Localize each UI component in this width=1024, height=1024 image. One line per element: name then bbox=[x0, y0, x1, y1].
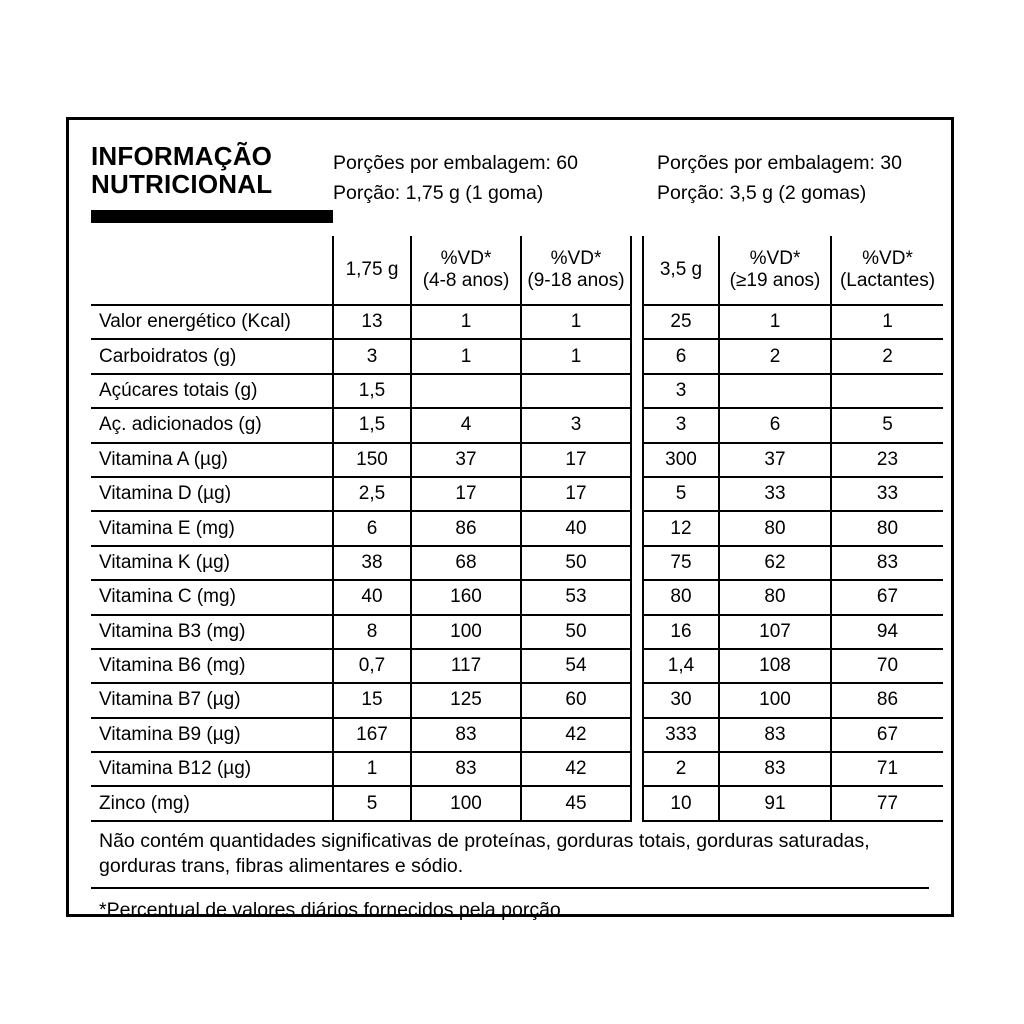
nutrition-label-panel bbox=[66, 117, 954, 921]
cell-vd-left-1: 86 bbox=[411, 511, 521, 545]
table-row bbox=[91, 477, 943, 511]
cell-amount-right: 5 bbox=[643, 477, 719, 511]
cell-amount-right: 12 bbox=[643, 511, 719, 545]
cell-vd-right-2 bbox=[831, 374, 943, 408]
cell-gap bbox=[631, 339, 643, 373]
servings-right-per-package: Porções por embalagem: 30 bbox=[657, 152, 902, 174]
cell-vd-left-1: 117 bbox=[411, 649, 521, 683]
cell-vd-left-2: 3 bbox=[521, 408, 631, 442]
table-row bbox=[91, 374, 943, 408]
cell-amount-left: 2,5 bbox=[333, 477, 411, 511]
cell-nutrient-name: Açúcares totais (g) bbox=[91, 374, 333, 408]
cell-vd-right-2: 2 bbox=[831, 339, 943, 373]
cell-vd-left-1: 68 bbox=[411, 546, 521, 580]
cell-amount-right: 75 bbox=[643, 546, 719, 580]
cell-nutrient-name: Aç. adicionados (g) bbox=[91, 408, 333, 442]
cell-vd-left-1: 83 bbox=[411, 752, 521, 786]
cell-vd-left-2: 1 bbox=[521, 339, 631, 373]
cell-vd-left-2: 42 bbox=[521, 718, 631, 752]
header-nutrient bbox=[91, 236, 333, 305]
cell-vd-right-2: 83 bbox=[831, 546, 943, 580]
cell-gap bbox=[631, 408, 643, 442]
cell-gap bbox=[631, 374, 643, 408]
header-vd-right-2-bottom: (Lactantes) bbox=[839, 270, 936, 291]
cell-gap bbox=[631, 752, 643, 786]
cell-vd-left-1: 160 bbox=[411, 580, 521, 614]
cell-gap bbox=[631, 649, 643, 683]
cell-nutrient-name: Vitamina D (µg) bbox=[91, 477, 333, 511]
cell-amount-right: 2 bbox=[643, 752, 719, 786]
cell-vd-right-2: 67 bbox=[831, 718, 943, 752]
title-underline-rule bbox=[91, 210, 333, 223]
cell-nutrient-name: Vitamina B7 (µg) bbox=[91, 683, 333, 717]
header-vd-right-1-bottom: (≥19 anos) bbox=[729, 270, 821, 291]
header-vd-left-2 bbox=[521, 236, 631, 305]
cell-gap bbox=[631, 546, 643, 580]
cell-amount-left: 0,7 bbox=[333, 649, 411, 683]
cell-vd-left-2: 40 bbox=[521, 511, 631, 545]
cell-vd-right-2: 33 bbox=[831, 477, 943, 511]
cell-vd-left-2: 54 bbox=[521, 649, 631, 683]
cell-amount-right: 30 bbox=[643, 683, 719, 717]
cell-gap bbox=[631, 786, 643, 820]
cell-vd-right-1: 80 bbox=[719, 580, 831, 614]
cell-nutrient-name: Carboidratos (g) bbox=[91, 339, 333, 373]
header-vd-right-1-top: %VD* bbox=[749, 248, 801, 269]
header-vd-left-1-bottom: (4-8 anos) bbox=[422, 270, 510, 291]
cell-vd-right-2: 5 bbox=[831, 408, 943, 442]
cell-vd-right-2: 80 bbox=[831, 511, 943, 545]
header-amount-right: 3,5 g bbox=[643, 236, 719, 305]
cell-gap bbox=[631, 477, 643, 511]
cell-amount-right: 333 bbox=[643, 718, 719, 752]
cell-nutrient-name: Vitamina B6 (mg) bbox=[91, 649, 333, 683]
cell-amount-left: 15 bbox=[333, 683, 411, 717]
cell-vd-right-1: 83 bbox=[719, 718, 831, 752]
cell-gap bbox=[631, 683, 643, 717]
header-vd-left-1 bbox=[411, 236, 521, 305]
cell-vd-left-2: 60 bbox=[521, 683, 631, 717]
cell-vd-right-1: 107 bbox=[719, 615, 831, 649]
cell-nutrient-name: Vitamina B12 (µg) bbox=[91, 752, 333, 786]
table-row bbox=[91, 580, 943, 614]
cell-amount-left: 13 bbox=[333, 305, 411, 339]
cell-vd-right-1: 91 bbox=[719, 786, 831, 820]
header-vd-right-2-top: %VD* bbox=[862, 248, 913, 269]
header-vd-left-2-top: %VD* bbox=[550, 248, 602, 269]
cell-vd-right-1: 83 bbox=[719, 752, 831, 786]
cell-amount-left: 40 bbox=[333, 580, 411, 614]
cell-nutrient-name: Vitamina B3 (mg) bbox=[91, 615, 333, 649]
servings-left-per-package: Porções por embalagem: 60 bbox=[333, 152, 578, 174]
cell-vd-left-2: 17 bbox=[521, 477, 631, 511]
cell-nutrient-name: Vitamina E (mg) bbox=[91, 511, 333, 545]
cell-amount-right: 16 bbox=[643, 615, 719, 649]
cell-vd-right-1 bbox=[719, 374, 831, 408]
cell-vd-left-1: 4 bbox=[411, 408, 521, 442]
cell-nutrient-name: Vitamina K (µg) bbox=[91, 546, 333, 580]
cell-vd-left-2: 1 bbox=[521, 305, 631, 339]
cell-vd-left-2: 45 bbox=[521, 786, 631, 820]
cell-amount-right: 10 bbox=[643, 786, 719, 820]
cell-vd-right-2: 94 bbox=[831, 615, 943, 649]
table-row bbox=[91, 683, 943, 717]
label-header bbox=[91, 138, 929, 234]
cell-gap bbox=[631, 305, 643, 339]
label-footnote: *Percentual de valores diários fornecidos pela porção bbox=[99, 898, 561, 921]
cell-amount-right: 25 bbox=[643, 305, 719, 339]
cell-vd-right-1: 2 bbox=[719, 339, 831, 373]
cell-vd-left-2: 53 bbox=[521, 580, 631, 614]
cell-amount-left: 38 bbox=[333, 546, 411, 580]
cell-amount-left: 8 bbox=[333, 615, 411, 649]
cell-vd-right-2: 23 bbox=[831, 443, 943, 477]
cell-gap bbox=[631, 511, 643, 545]
table-header-row bbox=[91, 236, 943, 305]
cell-vd-right-2: 71 bbox=[831, 752, 943, 786]
page-title-line1: INFORMAÇÃO bbox=[91, 141, 273, 171]
table-row bbox=[91, 511, 943, 545]
cell-vd-left-1: 1 bbox=[411, 339, 521, 373]
cell-vd-left-1: 1 bbox=[411, 305, 521, 339]
cell-vd-left-1: 83 bbox=[411, 718, 521, 752]
cell-vd-right-1: 108 bbox=[719, 649, 831, 683]
cell-vd-right-1: 62 bbox=[719, 546, 831, 580]
cell-amount-right: 300 bbox=[643, 443, 719, 477]
cell-amount-right: 80 bbox=[643, 580, 719, 614]
cell-amount-right: 1,4 bbox=[643, 649, 719, 683]
table-body bbox=[91, 305, 943, 821]
nutrition-label-inner bbox=[91, 138, 936, 921]
label-note: Não contém quantidades significativas de proteínas, gorduras totais, gorduras saturadas, gorduras trans, fibras alimentares e sódio. bbox=[99, 829, 870, 877]
table-row bbox=[91, 718, 943, 752]
cell-amount-right: 3 bbox=[643, 408, 719, 442]
cell-vd-right-1: 6 bbox=[719, 408, 831, 442]
cell-vd-left-2 bbox=[521, 374, 631, 408]
table-row bbox=[91, 649, 943, 683]
cell-vd-right-1: 100 bbox=[719, 683, 831, 717]
cell-vd-left-2: 42 bbox=[521, 752, 631, 786]
header-vd-left-2-bottom: (9-18 anos) bbox=[527, 270, 625, 291]
cell-vd-left-2: 50 bbox=[521, 615, 631, 649]
nutrition-table bbox=[91, 236, 943, 822]
table-row bbox=[91, 339, 943, 373]
cell-amount-left: 167 bbox=[333, 718, 411, 752]
cell-vd-right-1: 37 bbox=[719, 443, 831, 477]
cell-amount-right: 3 bbox=[643, 374, 719, 408]
cell-vd-right-2: 77 bbox=[831, 786, 943, 820]
table-row bbox=[91, 443, 943, 477]
table-row bbox=[91, 546, 943, 580]
cell-amount-left: 6 bbox=[333, 511, 411, 545]
cell-vd-left-1: 17 bbox=[411, 477, 521, 511]
cell-amount-left: 5 bbox=[333, 786, 411, 820]
header-vd-right-1 bbox=[719, 236, 831, 305]
servings-left-portion: Porção: 1,75 g (1 goma) bbox=[333, 182, 544, 204]
cell-amount-left: 150 bbox=[333, 443, 411, 477]
cell-gap bbox=[631, 615, 643, 649]
cell-amount-right: 6 bbox=[643, 339, 719, 373]
cell-vd-right-2: 70 bbox=[831, 649, 943, 683]
servings-right-portion: Porção: 3,5 g (2 gomas) bbox=[657, 182, 867, 204]
cell-vd-left-1: 37 bbox=[411, 443, 521, 477]
table-row bbox=[91, 408, 943, 442]
cell-vd-right-2: 1 bbox=[831, 305, 943, 339]
cell-vd-right-2: 67 bbox=[831, 580, 943, 614]
cell-vd-right-2: 86 bbox=[831, 683, 943, 717]
label-title-block bbox=[91, 138, 333, 223]
column-gap bbox=[631, 236, 643, 305]
cell-vd-right-1: 1 bbox=[719, 305, 831, 339]
cell-amount-left: 1 bbox=[333, 752, 411, 786]
cell-amount-left: 3 bbox=[333, 339, 411, 373]
cell-vd-right-1: 33 bbox=[719, 477, 831, 511]
cell-vd-left-1: 125 bbox=[411, 683, 521, 717]
cell-vd-right-1: 80 bbox=[719, 511, 831, 545]
cell-vd-left-1: 100 bbox=[411, 786, 521, 820]
header-amount-left: 1,75 g bbox=[333, 236, 411, 305]
servings-block bbox=[333, 138, 929, 208]
header-vd-left-1-top: %VD* bbox=[440, 248, 492, 269]
servings-right bbox=[651, 148, 929, 208]
page-title-line2: NUTRICIONAL bbox=[91, 169, 273, 199]
cell-vd-left-2: 50 bbox=[521, 546, 631, 580]
table-row bbox=[91, 615, 943, 649]
table-row bbox=[91, 786, 943, 820]
cell-amount-left: 1,5 bbox=[333, 408, 411, 442]
cell-nutrient-name: Vitamina B9 (µg) bbox=[91, 718, 333, 752]
cell-nutrient-name: Vitamina A (µg) bbox=[91, 443, 333, 477]
servings-left bbox=[333, 148, 651, 208]
cell-nutrient-name: Valor energético (Kcal) bbox=[91, 305, 333, 339]
table-row bbox=[91, 752, 943, 786]
cell-nutrient-name: Zinco (mg) bbox=[91, 786, 333, 820]
cell-vd-left-2: 17 bbox=[521, 443, 631, 477]
cell-gap bbox=[631, 443, 643, 477]
cell-vd-left-1: 100 bbox=[411, 615, 521, 649]
cell-amount-left: 1,5 bbox=[333, 374, 411, 408]
table-row bbox=[91, 305, 943, 339]
cell-gap bbox=[631, 580, 643, 614]
cell-nutrient-name: Vitamina C (mg) bbox=[91, 580, 333, 614]
cell-vd-left-1 bbox=[411, 374, 521, 408]
header-vd-right-2 bbox=[831, 236, 943, 305]
cell-gap bbox=[631, 718, 643, 752]
